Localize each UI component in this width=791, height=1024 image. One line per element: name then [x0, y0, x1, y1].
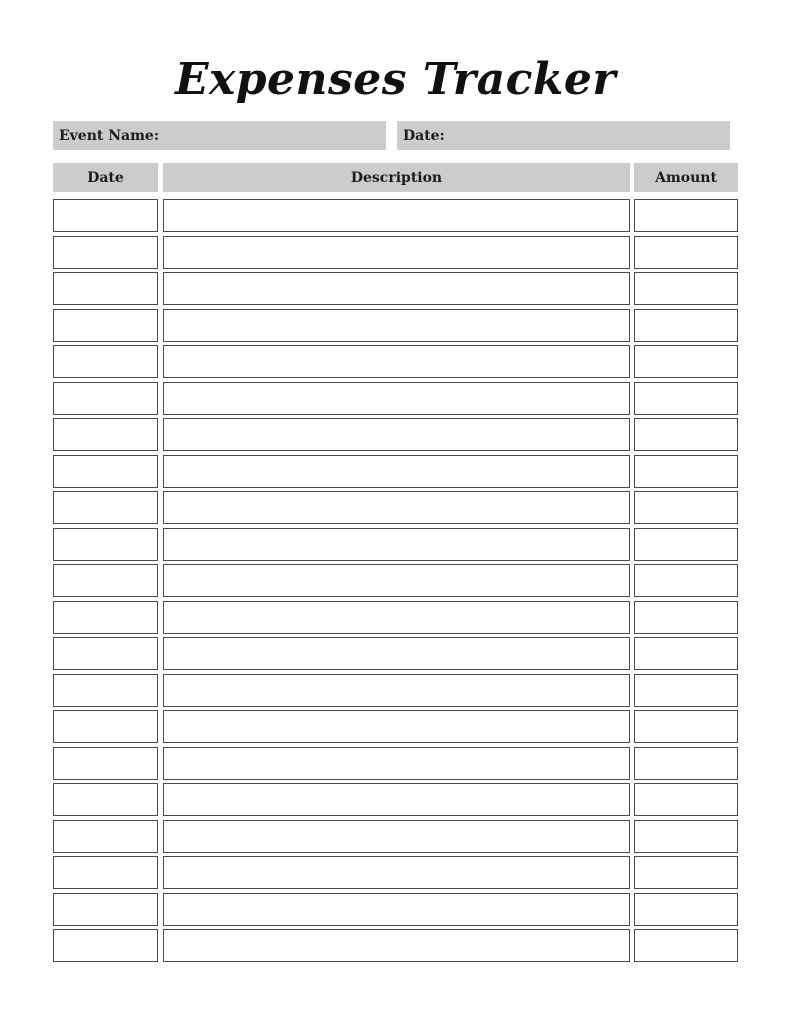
date-cell[interactable]: [53, 601, 158, 634]
amount-cell[interactable]: [634, 674, 738, 707]
description-cell[interactable]: [163, 491, 630, 524]
description-cell[interactable]: [163, 929, 630, 962]
amount-cell[interactable]: [634, 455, 738, 488]
date-cell[interactable]: [53, 491, 158, 524]
table-row: [0, 309, 791, 346]
amount-cell[interactable]: [634, 820, 738, 853]
amount-cell[interactable]: [634, 345, 738, 378]
table-row: [0, 236, 791, 273]
description-cell[interactable]: [163, 309, 630, 342]
event-name-field[interactable]: [53, 121, 386, 150]
date-cell[interactable]: [53, 418, 158, 451]
table-row: [0, 856, 791, 893]
column-header-amount: Amount: [634, 163, 738, 192]
table-row: [0, 783, 791, 820]
amount-cell[interactable]: [634, 382, 738, 415]
description-cell[interactable]: [163, 820, 630, 853]
description-cell[interactable]: [163, 382, 630, 415]
table-row: [0, 564, 791, 601]
amount-cell[interactable]: [634, 893, 738, 926]
event-name-label: Event Name:: [59, 127, 159, 144]
date-cell[interactable]: [53, 637, 158, 670]
description-cell[interactable]: [163, 528, 630, 561]
description-cell[interactable]: [163, 564, 630, 597]
description-cell[interactable]: [163, 637, 630, 670]
column-header-description: Description: [163, 163, 630, 192]
amount-cell[interactable]: [634, 199, 738, 232]
amount-cell[interactable]: [634, 528, 738, 561]
date-cell[interactable]: [53, 856, 158, 889]
amount-cell[interactable]: [634, 783, 738, 816]
table-row: [0, 674, 791, 711]
table-row: [0, 710, 791, 747]
column-header-date: Date: [53, 163, 158, 192]
amount-cell[interactable]: [634, 856, 738, 889]
date-cell[interactable]: [53, 747, 158, 780]
table-row: [0, 491, 791, 528]
description-cell[interactable]: [163, 747, 630, 780]
description-cell[interactable]: [163, 418, 630, 451]
amount-cell[interactable]: [634, 747, 738, 780]
date-label: Date:: [403, 127, 445, 144]
table-row: [0, 382, 791, 419]
table-row: [0, 820, 791, 857]
description-cell[interactable]: [163, 674, 630, 707]
description-cell[interactable]: [163, 856, 630, 889]
description-cell[interactable]: [163, 893, 630, 926]
expense-rows: [0, 199, 791, 966]
table-row: [0, 929, 791, 966]
description-cell[interactable]: [163, 455, 630, 488]
date-cell[interactable]: [53, 820, 158, 853]
description-cell[interactable]: [163, 236, 630, 269]
date-cell[interactable]: [53, 929, 158, 962]
table-row: [0, 528, 791, 565]
amount-cell[interactable]: [634, 309, 738, 342]
date-cell[interactable]: [53, 272, 158, 305]
table-row: [0, 418, 791, 455]
date-cell[interactable]: [53, 455, 158, 488]
date-cell[interactable]: [53, 710, 158, 743]
description-cell[interactable]: [163, 199, 630, 232]
amount-cell[interactable]: [634, 236, 738, 269]
date-cell[interactable]: [53, 783, 158, 816]
amount-cell[interactable]: [634, 491, 738, 524]
date-cell[interactable]: [53, 528, 158, 561]
date-cell[interactable]: [53, 309, 158, 342]
amount-cell[interactable]: [634, 564, 738, 597]
table-row: [0, 272, 791, 309]
description-cell[interactable]: [163, 783, 630, 816]
date-cell[interactable]: [53, 236, 158, 269]
date-cell[interactable]: [53, 199, 158, 232]
table-row: [0, 747, 791, 784]
description-cell[interactable]: [163, 710, 630, 743]
description-cell[interactable]: [163, 345, 630, 378]
description-cell[interactable]: [163, 272, 630, 305]
description-cell[interactable]: [163, 601, 630, 634]
amount-cell[interactable]: [634, 418, 738, 451]
date-cell[interactable]: [53, 382, 158, 415]
table-row: [0, 345, 791, 382]
amount-cell[interactable]: [634, 929, 738, 962]
amount-cell[interactable]: [634, 272, 738, 305]
date-cell[interactable]: [53, 345, 158, 378]
amount-cell[interactable]: [634, 710, 738, 743]
table-row: [0, 199, 791, 236]
page-title: Expenses Tracker: [174, 54, 617, 105]
amount-cell[interactable]: [634, 601, 738, 634]
table-row: [0, 893, 791, 930]
table-row: [0, 637, 791, 674]
table-row: [0, 601, 791, 638]
date-cell[interactable]: [53, 564, 158, 597]
amount-cell[interactable]: [634, 637, 738, 670]
date-field[interactable]: [397, 121, 730, 150]
date-cell[interactable]: [53, 674, 158, 707]
table-row: [0, 455, 791, 492]
date-cell[interactable]: [53, 893, 158, 926]
